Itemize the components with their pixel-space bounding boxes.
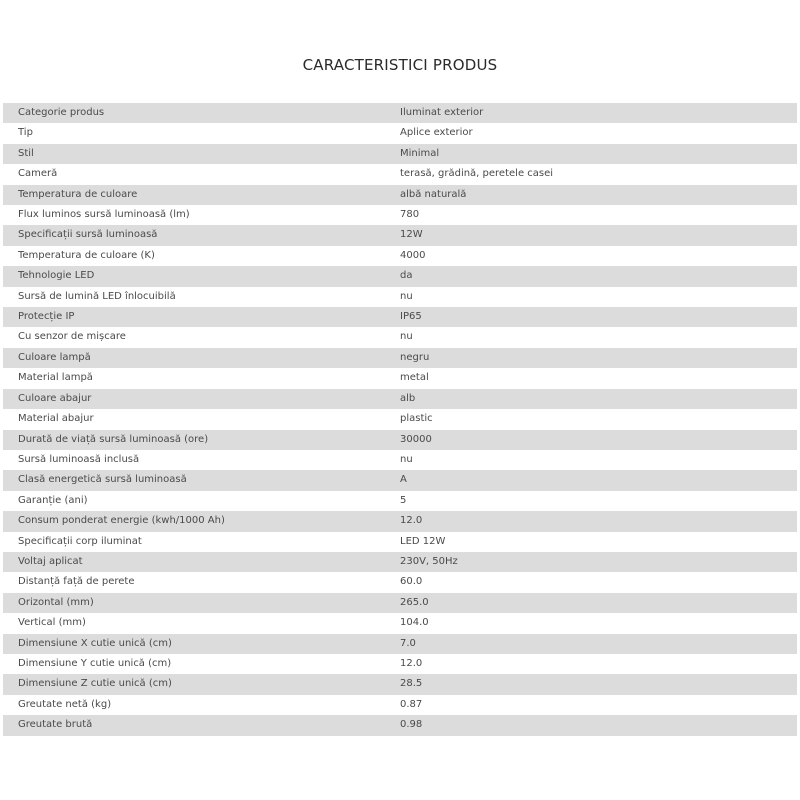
spec-label: Flux luminos sursă luminoasă (lm) [18, 209, 190, 221]
spec-value: 60.0 [400, 576, 423, 588]
spec-label: Orizontal (mm) [18, 596, 94, 608]
spec-value: alb [400, 392, 416, 404]
table-row [3, 654, 797, 674]
spec-label: Tip [18, 127, 33, 139]
spec-value: 12W [400, 229, 423, 241]
table-row [3, 695, 797, 715]
table-row [3, 552, 797, 572]
spec-value: albă naturală [400, 188, 467, 200]
spec-value: negru [400, 351, 430, 363]
table-row [3, 470, 797, 490]
spec-value: Iluminat exterior [400, 107, 484, 118]
spec-label: Stil [18, 147, 34, 159]
table-row [3, 674, 797, 694]
spec-value: 265.0 [400, 596, 429, 608]
table-row [3, 409, 797, 429]
table-row [3, 368, 797, 388]
spec-value: 12.0 [400, 657, 423, 669]
spec-label: Dimensiune X cutie unică (cm) [18, 637, 172, 649]
spec-label: Culoare lampă [18, 351, 91, 363]
table-row [3, 185, 797, 205]
table-row [3, 715, 797, 735]
spec-label: Tehnologie LED [18, 270, 95, 282]
table-row [3, 123, 797, 143]
spec-value: nu [400, 290, 413, 302]
spec-label: Temperatura de culoare [18, 188, 138, 200]
spec-label: Material abajur [18, 413, 94, 425]
spec-value: plastic [400, 413, 433, 425]
spec-value: 7.0 [400, 637, 416, 649]
table-row [3, 103, 797, 123]
table-row [3, 572, 797, 592]
spec-value: nu [400, 331, 413, 343]
spec-label: Clasă energetică sursă luminoasă [18, 474, 187, 486]
spec-value: Minimal [400, 147, 440, 159]
product-specs-body [3, 103, 797, 736]
spec-value: 230V, 50Hz [400, 555, 458, 567]
spec-label: Durată de viață sursă luminoasă (ore) [18, 433, 209, 445]
spec-label: Greutate brută [18, 719, 93, 731]
spec-value: 28.5 [400, 678, 423, 690]
spec-label: Consum ponderat energie (kwh/1000 Ah) [18, 515, 225, 527]
spec-label: Vertical (mm) [18, 617, 86, 629]
spec-value: metal [400, 372, 429, 384]
spec-label: Culoare abajur [18, 392, 92, 404]
spec-label: Material lampă [18, 372, 93, 384]
table-row [3, 613, 797, 633]
spec-value: nu [400, 453, 413, 465]
table-row [3, 225, 797, 245]
spec-label: Dimensiune Y cutie unică (cm) [18, 657, 172, 669]
spec-value: 104.0 [400, 617, 429, 629]
table-row [3, 205, 797, 225]
table-row [3, 307, 797, 327]
spec-label: Specificații sursă luminoasă [18, 229, 158, 241]
spec-value: 12.0 [400, 515, 423, 527]
spec-label: Temperatura de culoare (K) [18, 249, 155, 261]
spec-label: Garanție (ani) [18, 494, 88, 506]
spec-value: 4000 [400, 249, 426, 261]
spec-label: Categorie produs [18, 107, 105, 118]
table-row [3, 287, 797, 307]
spec-label: Sursă de lumină LED înlocuibilă [18, 290, 176, 302]
spec-label: Distanță față de perete [18, 576, 135, 588]
spec-label: Voltaj aplicat [18, 555, 83, 567]
spec-value: A [400, 474, 407, 486]
table-row [3, 511, 797, 531]
page-title: CARACTERISTICI PRODUS [302, 56, 498, 74]
product-specs-table [3, 103, 797, 736]
table-row [3, 144, 797, 164]
spec-label: Sursă luminoasă inclusă [18, 453, 140, 465]
spec-label: Specificații corp iluminat [18, 535, 142, 547]
spec-value: da [400, 270, 413, 282]
spec-label: Cameră [18, 168, 58, 180]
spec-value: 0.98 [400, 719, 423, 731]
table-row [3, 491, 797, 511]
spec-value: 30000 [400, 433, 432, 445]
spec-value: LED 12W [400, 535, 446, 547]
table-row [3, 266, 797, 286]
spec-value: 780 [400, 209, 420, 221]
spec-label: Protecție IP [18, 311, 75, 323]
spec-value: 5 [400, 494, 407, 506]
spec-label: Greutate netă (kg) [18, 698, 112, 710]
table-row [3, 389, 797, 409]
table-row [3, 246, 797, 266]
spec-label: Cu senzor de mișcare [18, 331, 126, 343]
table-row [3, 348, 797, 368]
spec-value: IP65 [400, 311, 422, 323]
table-row [3, 532, 797, 552]
table-row [3, 450, 797, 470]
table-row [3, 164, 797, 184]
spec-value: Aplice exterior [400, 127, 473, 139]
table-row [3, 634, 797, 654]
table-row [3, 327, 797, 347]
table-row [3, 593, 797, 613]
spec-label: Dimensiune Z cutie unică (cm) [18, 678, 172, 690]
table-row [3, 430, 797, 450]
spec-value: 0.87 [400, 698, 423, 710]
spec-value: terasă, grădină, peretele casei [400, 168, 554, 180]
